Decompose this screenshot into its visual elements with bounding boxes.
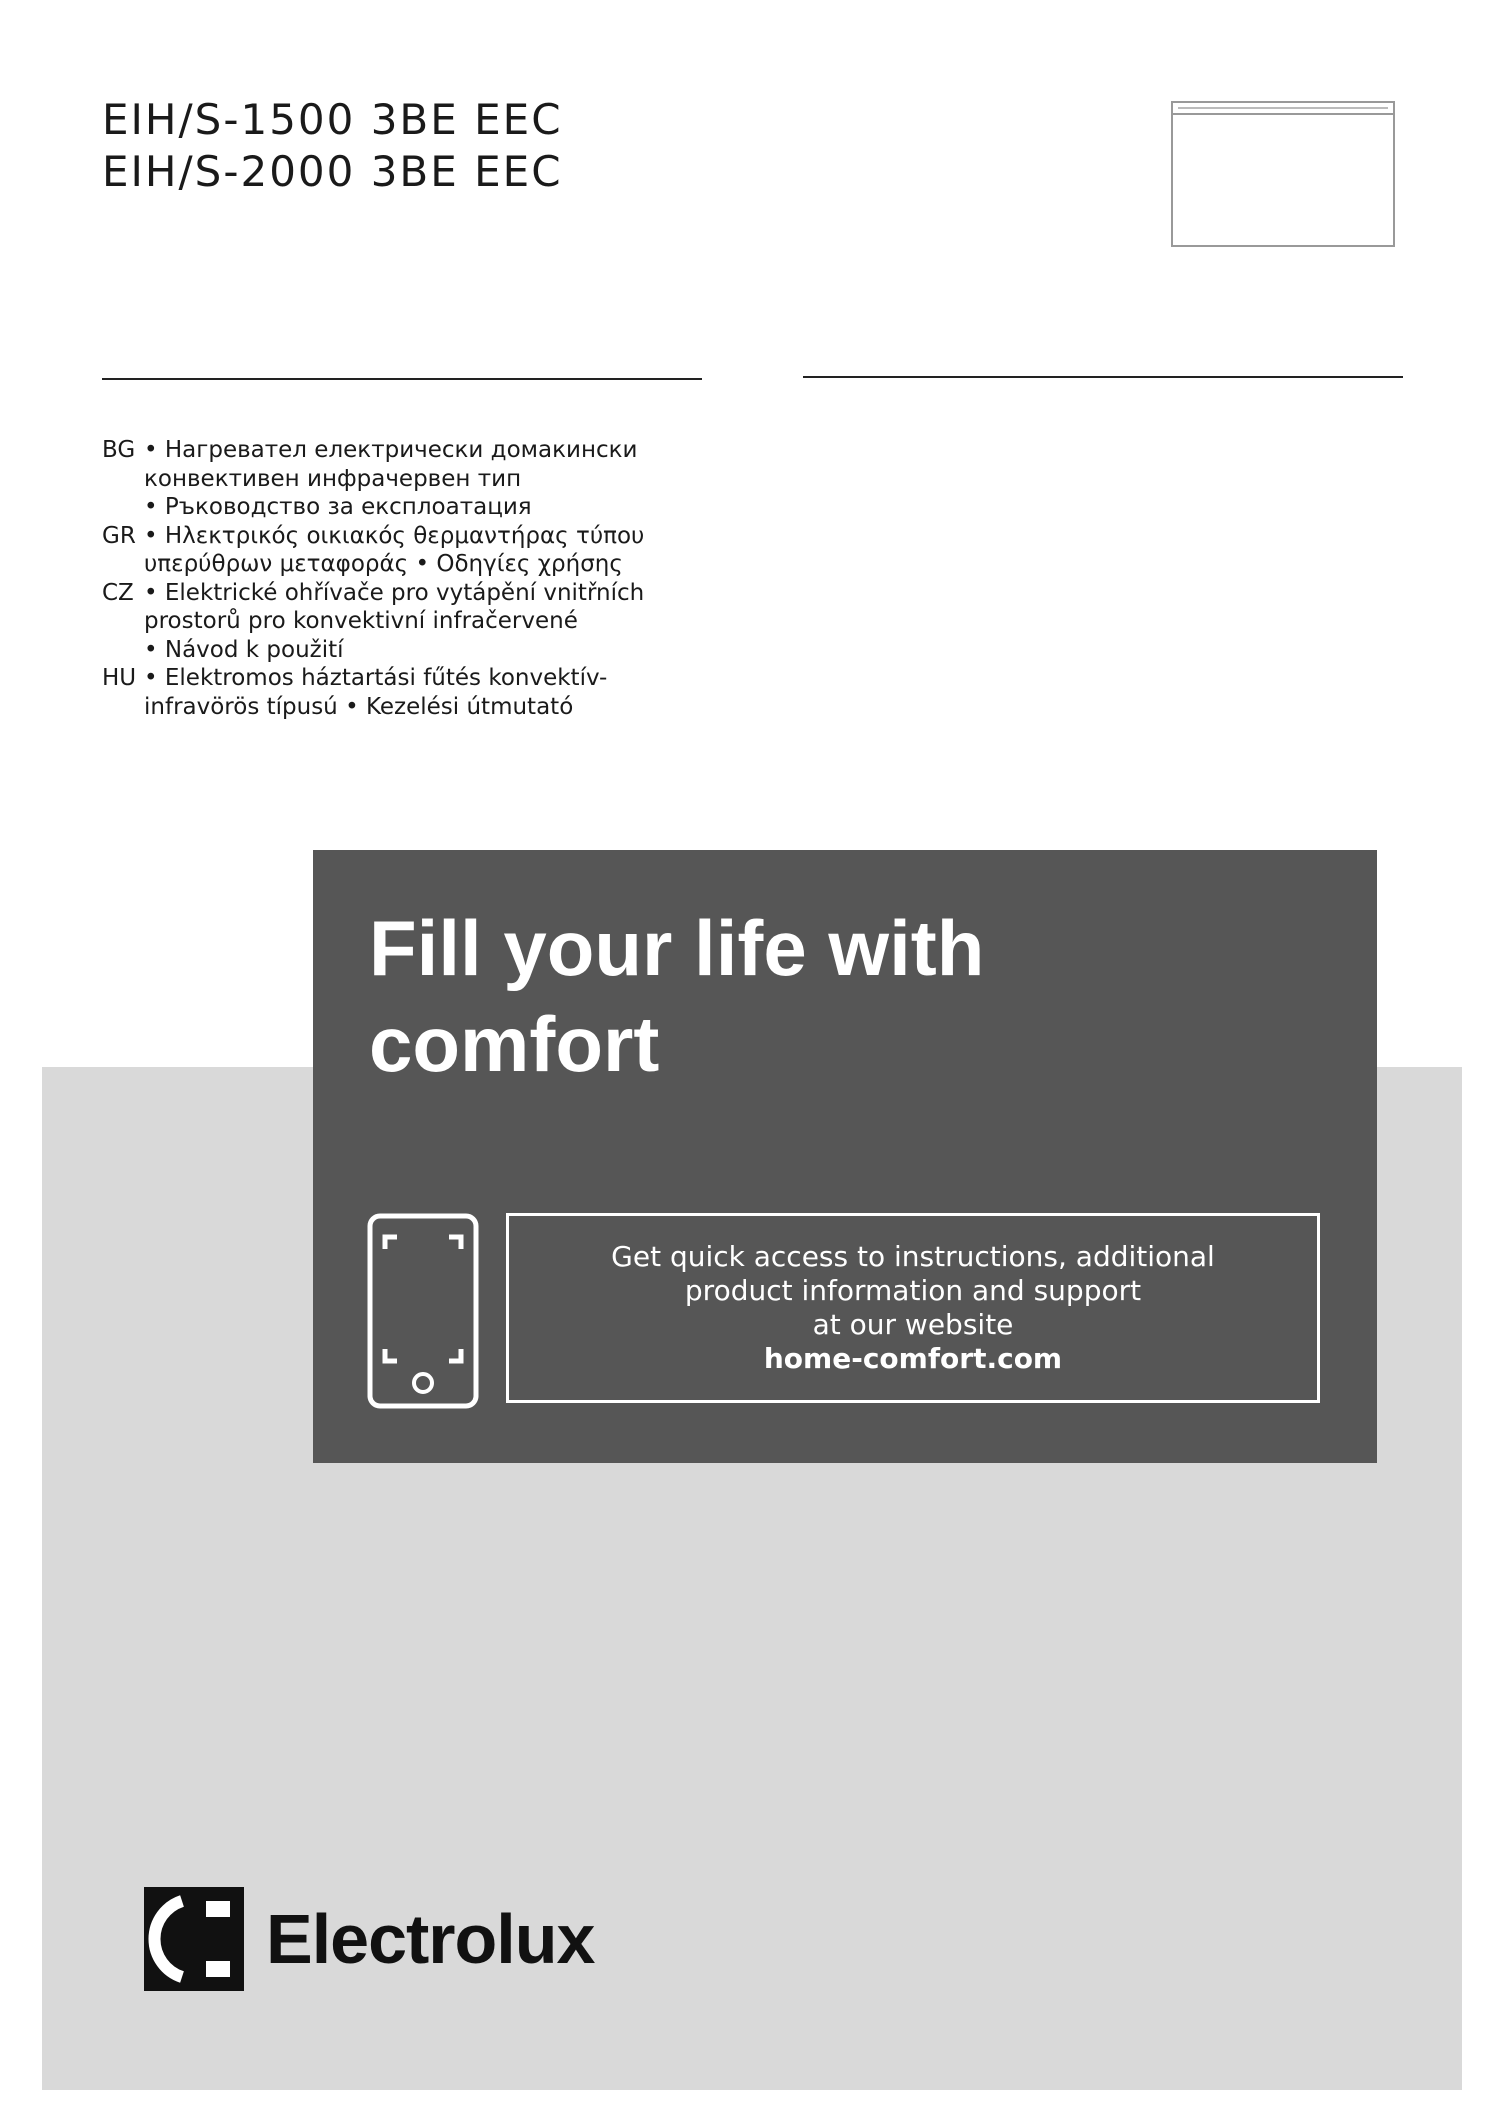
- heater-illustration-icon: [1170, 100, 1400, 250]
- language-text: • Elektrické ohřívače pro vytápění vnitřních: [144, 579, 645, 606]
- language-code: CZ: [102, 579, 134, 606]
- model-number-1: EIH/S-1500 3BE EEC: [102, 95, 563, 144]
- language-text: • Ръководство за експлоатация: [144, 494, 532, 520]
- tagline-line-1: Fill your life with: [369, 904, 985, 992]
- language-code: HU: [102, 665, 137, 691]
- model-numbers: [102, 94, 563, 198]
- divider-left: [102, 378, 702, 380]
- divider-right: [803, 376, 1403, 378]
- language-text: • Elektromos háztartási fűtés konvektív-: [144, 665, 608, 691]
- tagline: [369, 900, 1269, 1092]
- language-text: infravörös típusú • Kezelési útmutató: [144, 693, 574, 720]
- language-hu: [102, 664, 742, 721]
- promo-panel: [313, 850, 1377, 1463]
- info-line-3: at our website: [812, 1308, 1014, 1341]
- language-text: prostorů pro konvektivní infračervené: [144, 608, 578, 634]
- info-line-2: product information and support: [684, 1274, 1142, 1307]
- language-text: • Нагревател електрически домакински: [144, 437, 638, 463]
- language-text: конвективен инфрачервен тип: [144, 465, 522, 492]
- tagline-line-2: comfort: [369, 1000, 660, 1088]
- brand: [144, 1887, 594, 1991]
- brand-name: Electrolux: [266, 1900, 595, 1978]
- info-line-1: Get quick access to instructions, additional: [611, 1240, 1215, 1273]
- electrolux-logo-icon: [144, 1887, 244, 1991]
- language-text: • Ηλεκτρικός οικιακός θερμαντήρας τύπου: [144, 522, 645, 549]
- smartphone-icon: [367, 1213, 479, 1409]
- language-text: • Návod k použití: [144, 636, 344, 663]
- language-gr: [102, 522, 742, 579]
- language-code: BG: [102, 437, 136, 463]
- model-number-2: EIH/S-2000 3BE EEC: [102, 147, 563, 196]
- language-bg: [102, 436, 742, 522]
- website-link[interactable]: home-comfort.com: [763, 1342, 1063, 1375]
- language-list: [102, 436, 742, 721]
- language-code: GR: [102, 522, 136, 549]
- language-cz: [102, 579, 742, 665]
- website-info-box: [506, 1213, 1320, 1403]
- language-text: υπερύθρων μεταφοράς • Οδηγίες χρήσης: [144, 551, 623, 577]
